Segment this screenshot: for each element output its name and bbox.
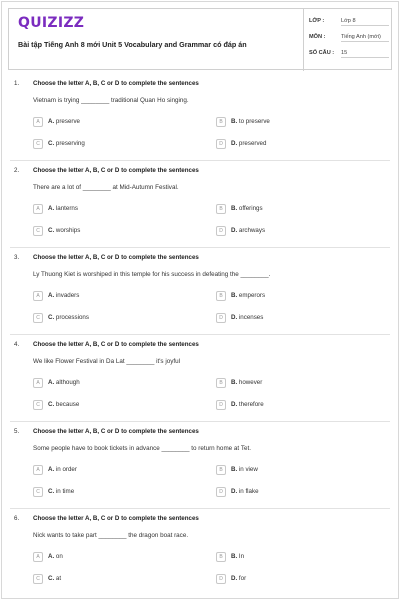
option-letter-badge: C <box>33 139 43 149</box>
question-divider <box>10 247 390 248</box>
option-label: D. <box>231 488 238 495</box>
header-divider <box>303 9 304 71</box>
option-label: C. <box>48 140 55 147</box>
option-text: in order <box>55 466 77 473</box>
option-label: C. <box>48 227 55 234</box>
question-text: We like Flower Festival in Da Lat ________ it's joyful <box>33 358 181 365</box>
meta-value: Lớp 8 <box>341 18 389 26</box>
option-text: in time <box>55 488 75 495</box>
option-letter-badge: D <box>216 574 226 584</box>
question-text: Ly Thuong Kiet is worshiped in this temple for his success in defeating the ________. <box>33 271 271 278</box>
option-text: preserve <box>55 118 80 125</box>
option-label: B. <box>231 118 238 125</box>
question-instruction: Choose the letter A, B, C or D to complete the sentences <box>33 428 199 435</box>
meta-label: MÔN : <box>309 34 326 40</box>
option-letter-badge: B <box>216 465 226 475</box>
question-number: 2. <box>14 167 20 174</box>
option-label: A. <box>48 553 55 560</box>
question-divider <box>10 421 390 422</box>
meta-label: SỐ CÂU : <box>309 50 335 56</box>
meta-value: 15 <box>341 50 389 58</box>
option-text: worships <box>55 227 81 234</box>
option-letter-badge: A <box>33 465 43 475</box>
option-text: archways <box>238 227 266 234</box>
option-text: for <box>238 575 247 582</box>
option-label: B. <box>231 292 238 299</box>
option-letter-badge: C <box>33 313 43 323</box>
option-letter-badge: B <box>216 552 226 562</box>
quizizz-logo: QUIZIZZ <box>18 15 85 31</box>
option-letter-badge: A <box>33 552 43 562</box>
option-letter-badge: A <box>33 291 43 301</box>
option-letter-badge: D <box>216 226 226 236</box>
option-text: in flake <box>238 488 259 495</box>
option-text: invaders <box>55 292 80 299</box>
option-label: D. <box>231 140 238 147</box>
question-number: 1. <box>14 80 20 87</box>
question-number: 4. <box>14 341 20 348</box>
question-divider <box>10 160 390 161</box>
question-text: There are a lot of ________ at Mid-Autumn Festival. <box>33 184 179 191</box>
option-text: processions <box>55 314 89 321</box>
question-number: 3. <box>14 254 20 261</box>
option-letter-badge: C <box>33 400 43 410</box>
option-letter-badge: B <box>216 204 226 214</box>
page-frame <box>1 1 399 599</box>
option-label: A. <box>48 466 55 473</box>
option-label: C. <box>48 314 55 321</box>
option-text: because <box>55 401 80 408</box>
option-letter-badge: A <box>33 378 43 388</box>
option-letter-badge: B <box>216 291 226 301</box>
option-letter-badge: D <box>216 487 226 497</box>
option-label: C. <box>48 488 55 495</box>
option-text: lanterns <box>55 205 78 212</box>
option-letter-badge: C <box>33 574 43 584</box>
option-text: at <box>55 575 62 582</box>
question-instruction: Choose the letter A, B, C or D to complete the sentences <box>33 167 199 174</box>
option-label: D. <box>231 575 238 582</box>
option-text: in view <box>238 466 258 473</box>
option-label: A. <box>48 379 55 386</box>
option-text: to preserve <box>238 118 270 125</box>
option-text: In <box>238 553 245 560</box>
option-label: B. <box>231 553 238 560</box>
option-label: D. <box>231 227 238 234</box>
option-text: therefore <box>238 401 264 408</box>
option-label: A. <box>48 118 55 125</box>
worksheet-title: Bài tập Tiếng Anh 8 mới Unit 5 Vocabulary and Grammar có đáp án <box>18 40 247 49</box>
option-text: preserving <box>55 140 85 147</box>
question-instruction: Choose the letter A, B, C or D to complete the sentences <box>33 341 199 348</box>
option-label: D. <box>231 314 238 321</box>
question-number: 5. <box>14 428 20 435</box>
option-label: D. <box>231 401 238 408</box>
option-letter-badge: B <box>216 378 226 388</box>
option-letter-badge: D <box>216 313 226 323</box>
question-divider <box>10 508 390 509</box>
question-text: Some people have to book tickets in advance ________ to return home at Tet. <box>33 445 251 452</box>
meta-value: Tiếng Anh (mới) <box>341 34 389 42</box>
option-label: B. <box>231 205 238 212</box>
option-label: A. <box>48 205 55 212</box>
question-instruction: Choose the letter A, B, C or D to complete the sentences <box>33 80 199 87</box>
option-text: preserved <box>238 140 267 147</box>
option-text: emperors <box>238 292 266 299</box>
question-text: Vietnam is trying ________ traditional Quan Ho singing. <box>33 97 189 104</box>
option-letter-badge: D <box>216 400 226 410</box>
question-instruction: Choose the letter A, B, C or D to complete the sentences <box>33 515 199 522</box>
option-letter-badge: D <box>216 139 226 149</box>
question-instruction: Choose the letter A, B, C or D to complete the sentences <box>33 254 199 261</box>
option-text: however <box>238 379 263 386</box>
option-label: A. <box>48 292 55 299</box>
meta-label: LỚP : <box>309 18 325 24</box>
question-number: 6. <box>14 515 20 522</box>
question-divider <box>10 334 390 335</box>
option-text: although <box>55 379 80 386</box>
worksheet-header <box>8 8 392 70</box>
option-text: on <box>55 553 63 560</box>
option-letter-badge: C <box>33 226 43 236</box>
option-letter-badge: C <box>33 487 43 497</box>
option-label: B. <box>231 466 238 473</box>
option-label: C. <box>48 575 55 582</box>
option-letter-badge: B <box>216 117 226 127</box>
option-text: incenses <box>238 314 264 321</box>
option-letter-badge: A <box>33 204 43 214</box>
option-letter-badge: A <box>33 117 43 127</box>
option-label: C. <box>48 401 55 408</box>
option-label: B. <box>231 379 238 386</box>
question-text: Nick wants to take part ________ the dragon boat race. <box>33 532 189 539</box>
option-text: offerings <box>238 205 263 212</box>
